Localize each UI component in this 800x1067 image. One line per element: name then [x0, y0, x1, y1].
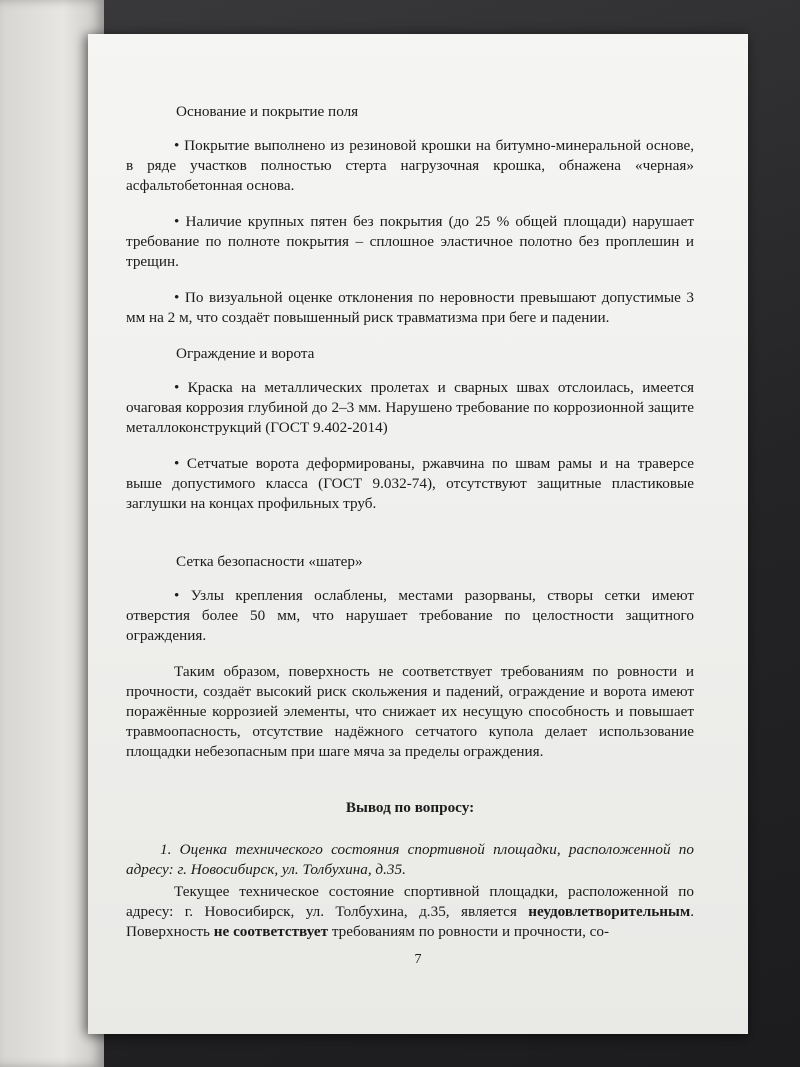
conclusion-text-start: Текущее техническое состояние спортивной площадки, расположенной по адресу: г. Новосибирск, ул. Толбухина, д.35, является	[126, 883, 694, 920]
fence-item-1: • Краска на металлических пролетах и сварных швах отслоилась, имеется очаговая коррозия глубиной до 2–3 мм. Нарушено требование по коррозионной защите металлоконструкций (ГОСТ 9.402-2014)	[126, 379, 694, 436]
document-page	[88, 34, 748, 1034]
page-content	[126, 102, 694, 942]
conclusion-title: Вывод по вопросу:	[345, 799, 475, 816]
section-heading-fence: Ограждение и ворота	[176, 345, 315, 362]
section-heading-net: Сетка безопасности «шатер»	[176, 553, 363, 570]
base-item-3: • По визуальной оценке отклонения по неровности превышают допустимые 3 мм на 2 м, что создаёт повышенный риск травматизма при беге и падении.	[126, 289, 694, 326]
net-item-1: • Узлы крепления ослаблены, местами разорваны, створы сетки имеют отверстия более 50 мм, что нарушает требование по целостности защитного ограждения.	[126, 587, 694, 644]
base-item-1: • Покрытие выполнено из резиновой крошки на битумно-минеральной основе, в ряде участков полностью стерта нагрузочная крошка, обнажена «черная» асфальтобетонная основа.	[126, 137, 694, 194]
conclusion-text-mid: . Поверхность	[126, 903, 694, 940]
base-item-2: • Наличие крупных пятен без покрытия (до 25 % общей площади) нарушает требование по полноте покрытия – сплошное эластичное полотно без проплешин и трещин.	[126, 213, 694, 270]
conclusion-bold-mismatch: не соответствует	[213, 923, 329, 940]
conclusion-bold-verdict: неудовлетворительным	[528, 903, 691, 920]
conclusion-text	[126, 882, 694, 942]
conclusion-item: 1. Оценка технического состояния спортивной площадки, расположенной по адресу: г. Новосибирск, ул. Толбухина, д.35.	[126, 841, 694, 878]
section-heading-base: Основание и покрытие поля	[176, 103, 359, 120]
conclusion-text-end: требованиям по ровности и прочности, со-	[328, 923, 610, 940]
fence-item-2: • Сетчатые ворота деформированы, ржавчина по швам рамы и на траверсе выше допустимого класса (ГОСТ 9.032-74), отсутствуют защитные пластиковые заглушки на концах профильных труб.	[126, 455, 694, 512]
summary-paragraph: Таким образом, поверхность не соответствует требованиям по ровности и прочности, создаёт высокий риск скольжения и падений, ограждение и ворота имеют поражённые коррозией элементы, что снижает их несущую способность и повышает травмоопасность, отсутствие надёжного сетчатого купола делает использование площадки небезопасным при шаге мяча за пределы ограждения.	[126, 663, 694, 760]
page-number: 7	[414, 952, 422, 967]
